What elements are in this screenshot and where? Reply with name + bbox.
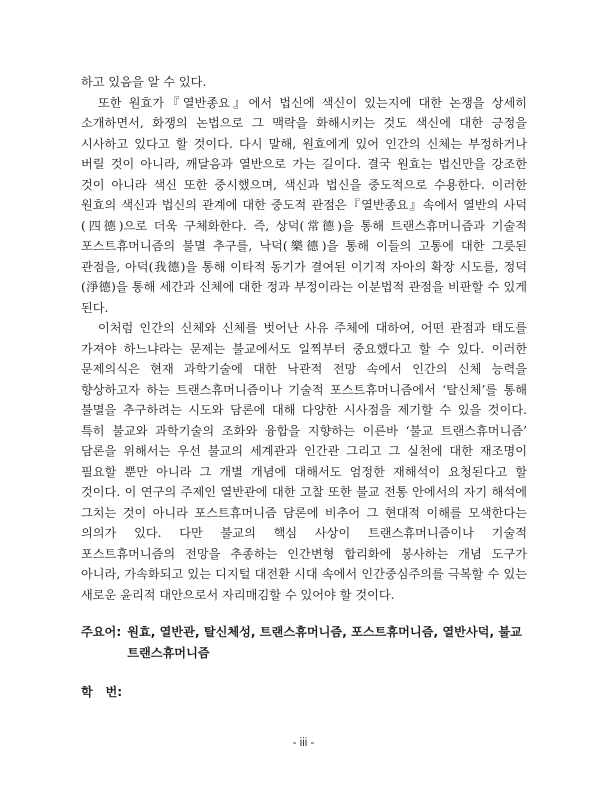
keywords-list: 원효, 열반관, 탈신체성, 트랜스휴머니즘, 포스트휴머니즘, 열반사덕, 불교 트랜스휴머니즘: [127, 625, 522, 660]
paragraph-nirvana-view: 또한 원효가『열반종요』에서 법신에 색신이 있는지에 대한 논쟁을 상세히 소개하면서, 화쟁의 논법으로 그 맥락을 화해시키는 것도 색신에 대한 긍정을 시사하고 있다고 할 것이다. 다시 말해, 원효에게 있어 인간의 신체는 부정하거나 버릴 것이 아니라, 깨달음과 열반으로 가는 길이다. 결국 원효는 법신만을 강조한 것이 아니라 색신 또한 중시했으며, 색신과 법신을 중도적으로 수용한다. 이러한 원효의 색신과 법신의 관계에 대한 중도적 관점은『열반종요』속에서 열반의 사덕(四德)으로 더욱 구체화한다. 즉, 상덕(常德)을 통해 트랜스휴머니즘과 기술적 포스트휴머니즘의 불멸 추구를, 낙덕(樂德)을 통해 이들의 고통에 대한 그릇된 관점을, 아덕(我德)을 통해 이타적 동기가 결여된 이기적 자아의 확장 시도를, 정덕(淨德)을 통해 세간과 신체에 대한 정과 부정이라는 이분법적 관점을 비판할 수 있게 된다.: [81, 95, 527, 315]
keywords-block: [81, 622, 527, 664]
abstract-body: [81, 72, 527, 605]
keywords-label: 주요어:: [81, 625, 122, 639]
page-number: - iii -: [292, 737, 315, 749]
paragraph-conclusion: 이처럼 인간의 신체와 신체를 벗어난 사유 주체에 대하여, 어떤 관점과 태도를 가져야 하느냐라는 문제는 불교에서도 일찍부터 중요했다고 할 수 있다. 이러한 문제의식은 현재 과학기술에 대한 낙관적 전망 속에서 인간의 신체 능력을 향상하고자 하는 트랜스휴머니즘이나 기술적 포스트휴머니즘에서 ‘탈신체’를 통해 불멸을 추구하려는 시도와 담론에 대해 다양한 시사점을 제기할 수 있을 것이다. 특히 불교와 과학기술의 조화와 융합을 지향하는 이른바 ‘불교 트랜스휴머니즘’ 담론을 위해서는 우선 불교의 세계관과 인간관 그리고 그 실천에 대한 재조명이 필요할 뿐만 아니라 그 개별 개념에 대해서도 엄정한 재해석이 요청된다고 할 것이다. 이 연구의 주제인 열반관에 대한 고찰 또한 불교 전통 안에서의 자기 해석에 그치는 것이 아니라 포스트휴머니즘 담론에 비추어 그 현대적 이해를 모색한다는 의의가 있다. 다만 불교의 핵심 사상이 트랜스휴머니즘이나 기술적 포스트휴머니즘의 전망을 추종하는 인간변형 합리화에 봉사하는 개념 도구가 아니라, 가속화되고 있는 디지털 대전환 시대 속에서 인간중심주의를 극복할 수 있는 새로운 윤리적 대안으로서 자리매김할 수 있어야 할 것이다.: [81, 321, 527, 602]
student-id-label: 학 번:: [81, 685, 123, 699]
paragraph-continuation: 하고 있음을 알 수 있다.: [81, 75, 207, 89]
